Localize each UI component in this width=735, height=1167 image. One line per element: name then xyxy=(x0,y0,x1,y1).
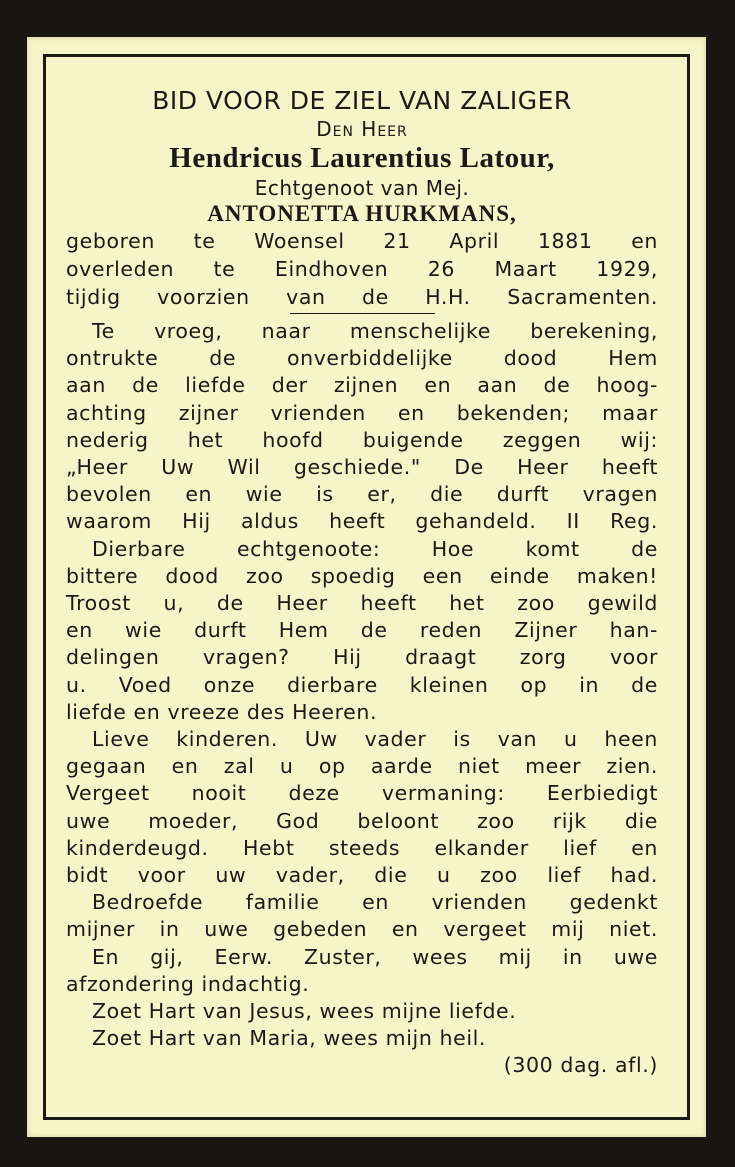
text-line: waarom Hij aldus heeft gehandeld. II Reg. xyxy=(66,509,658,534)
text-line: aan de liefde der zijnen en aan de hoog- xyxy=(66,373,658,398)
spouse-intro: Echtgenoot van Mej. xyxy=(254,176,470,200)
death-line: overleden te Eindhoven 26 Maart 1929, xyxy=(66,257,658,281)
divider-rule xyxy=(290,313,435,314)
text-line: Dierbare echtgenoote: Hoe komt de xyxy=(92,536,658,561)
text-line: bevolen en wie is er, die durft vragen xyxy=(66,482,658,507)
birth-line: geboren te Woensel 21 April 1881 en xyxy=(66,229,658,253)
text-line: bidt voor uw vader, die u zoo lief had. xyxy=(66,863,658,888)
text-line: liefde en vreeze des Heeren. xyxy=(66,699,378,724)
text-line: ontrukte de onverbiddelijke dood Hem xyxy=(66,346,658,371)
text-line: Lieve kinderen. Uw vader is van u heen xyxy=(92,727,658,752)
indulgence-note: (300 dag. afl.) xyxy=(503,1053,658,1078)
card-text xyxy=(66,84,658,1080)
text-line: gegaan en zal u op aarde niet meer zien. xyxy=(66,754,658,779)
text-line: achting zijner vrienden en bekenden; maar xyxy=(66,400,658,425)
text-line: Troost u, de Heer heeft het zoo gewild xyxy=(66,591,658,616)
text-line: nederig het hoofd buigende zeggen wij: xyxy=(66,427,658,452)
sacraments-line: tijdig voorzien van de H.H. Sacramenten. xyxy=(66,285,658,309)
text-line: En gij, Eerw. Zuster, wees mij in uwe xyxy=(92,944,658,969)
text-line: bittere dood zoo spoedig een einde maken! xyxy=(66,563,658,588)
text-line: kinderdeugd. Hebt steeds elkander lief en xyxy=(66,835,658,860)
text-line: uwe moeder, God beloont zoo rijk die xyxy=(66,808,658,833)
text-line: en wie durft Hem de reden Zijner han- xyxy=(66,618,658,643)
text-line: „Heer Uw Wil geschiede." De Heer heeft xyxy=(66,455,658,480)
spouse-name: ANTONETTA HURKMANS, xyxy=(207,201,517,226)
text-line: Zoet Hart van Maria, wees mijn heil. xyxy=(92,1026,487,1051)
text-line: u. Voed onze dierbare kleinen op in de xyxy=(66,672,658,697)
text-line: Vergeet nooit deze vermaning: Eerbiedigt xyxy=(66,781,658,806)
text-line: mijner in uwe gebeden en vergeet mij niet. xyxy=(66,917,658,942)
deceased-name: Hendricus Laurentius Latour, xyxy=(169,142,555,174)
heading-prayer: BID VOOR DE ZIEL VAN ZALIGER xyxy=(152,86,572,115)
text-line: afzondering indachtig. xyxy=(66,971,310,996)
text-line: Te vroeg, naar menschelijke berekening, xyxy=(92,319,658,343)
text-line: Bedroefde familie en vrienden gedenkt xyxy=(92,890,658,915)
text-line: Zoet Hart van Jesus, wees mijne liefde. xyxy=(92,999,517,1024)
text-line: delingen vragen? Hij draagt zorg voor xyxy=(66,645,658,670)
heading-title: Den Heer xyxy=(316,117,408,141)
